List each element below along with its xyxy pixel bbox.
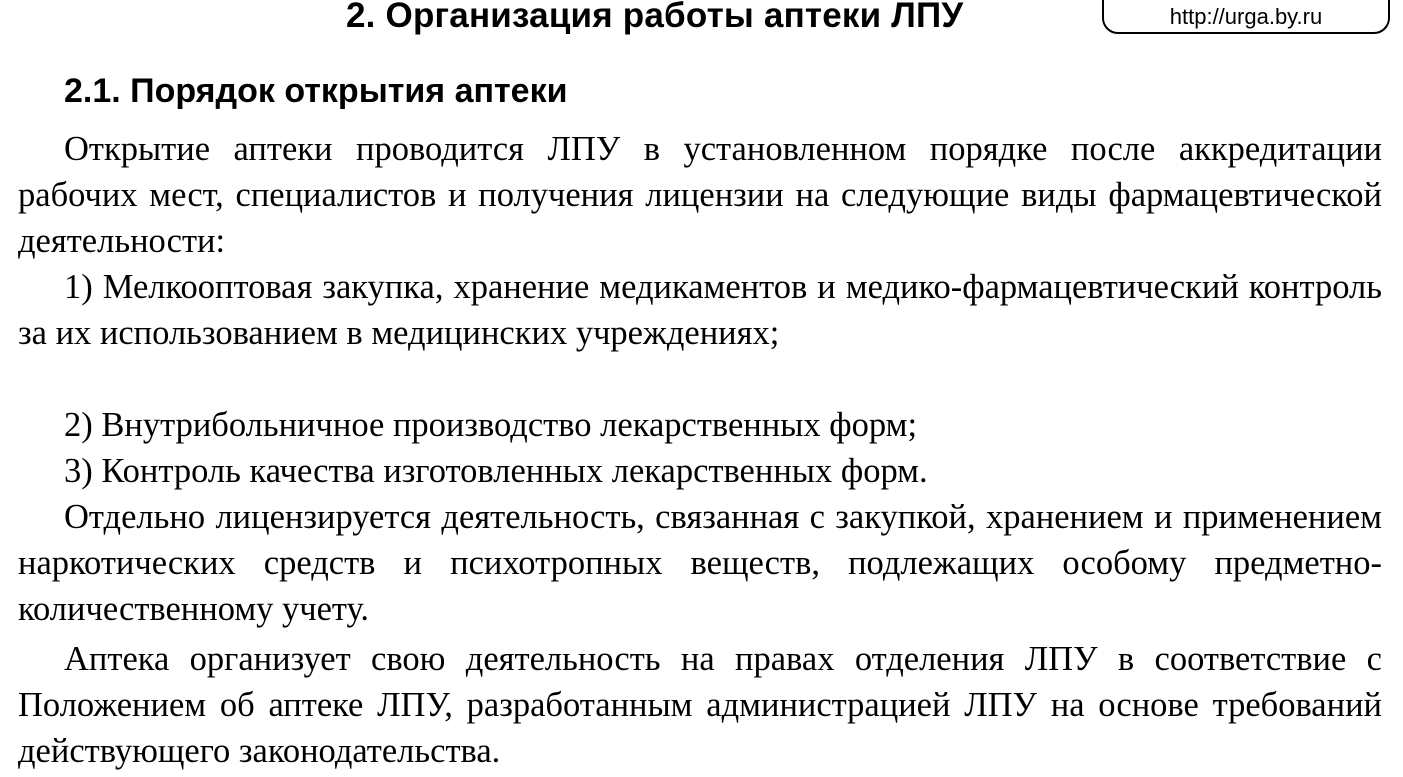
list-item-1: 1) Мелкооптовая закупка, хранение медикаментов и медико-фармацевтический контроль за их использованием в медицинских учреждениях; (18, 268, 1382, 352)
paragraph-intro: Открытие аптеки проводится ЛПУ в установленном порядке после аккредитации рабочих мест, специалистов и получения лицензии на следующие виды фармацевтической деятельности: (18, 130, 1382, 260)
url-stamp-link[interactable]: http://urga.by.ru (1169, 4, 1323, 29)
list-item-2: 2) Внутрибольничное производство лекарственных форм; (64, 406, 918, 444)
list-item-3: 3) Контроль качества изготовленных лекарственных форм. (64, 452, 928, 490)
section-title: 2.1. Порядок открытия аптеки (64, 72, 568, 110)
chapter-title: 2. Организация работы аптеки ЛПУ (346, 0, 964, 35)
paragraph-licensing: Отдельно лицензируется деятельность, связанная с закупкой, хранением и применением наркотических средств и психотропных веществ, подлежащих особому предметно-количественному учету. (18, 498, 1382, 628)
url-stamp (1102, 0, 1390, 34)
paragraph-organization: Аптека организует свою деятельность на правах отделения ЛПУ в соответствие с Положением об аптеке ЛПУ, разработанным администрацией ЛПУ на основе требований действующего законодательства. (18, 640, 1382, 770)
